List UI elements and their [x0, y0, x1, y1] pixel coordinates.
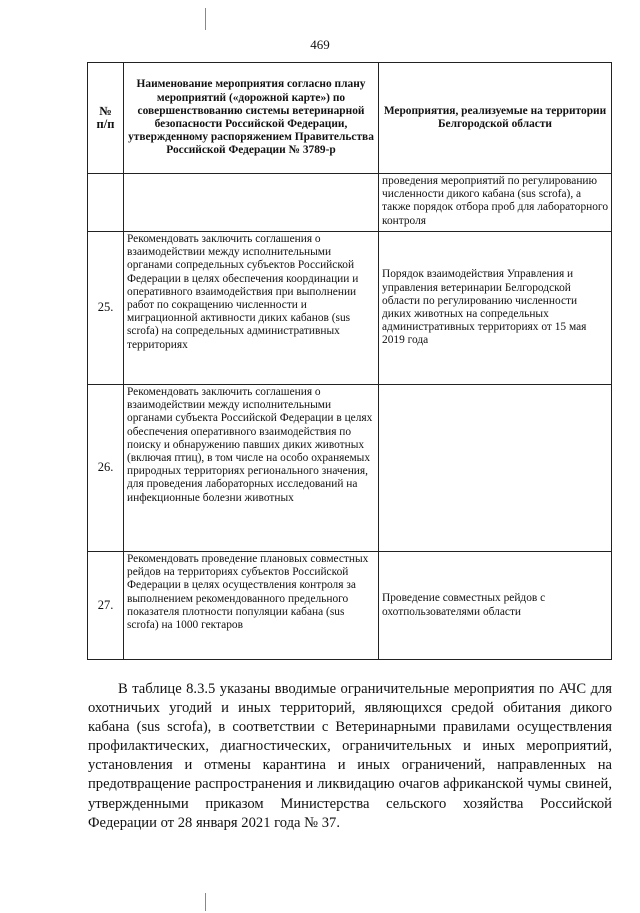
row-region: Порядок взаимодействия Управления и управления ветеринарии Белгородской области по регулированию численности диких животных на сопредельных административных территориях от 15 мая 2019 года — [379, 232, 612, 385]
row-measure: Рекомендовать проведение плановых совместных рейдов на территориях субъектов Российской Федерации в целях осуществления контроля за выполнением рекомендованного предельного показателя плотности популяции кабана (sus scrofa) на 1000 гектаров — [124, 552, 379, 660]
binding-tick-top — [205, 8, 206, 30]
page-number: 469 — [310, 37, 330, 52]
row-measure — [124, 174, 379, 232]
row-number: 26. — [88, 385, 124, 552]
row-region: проведения мероприятий по регулированию численности дикого кабана (sus scrofa), а также порядок отбора проб для лабораторного контроля — [379, 174, 612, 232]
table-header-row — [88, 63, 612, 174]
table-row — [88, 232, 612, 385]
table-row — [88, 552, 612, 660]
body-paragraph: В таблице 8.3.5 указаны вводимые ограничительные мероприятия по АЧС для охотничьих угодий и иных территорий, являющихся средой обитания дикого кабана (sus scrofa), в соответствии с Ветеринарными правилами осуществления профилактических, диагностических, ограничительных и иных мероприятий, установления и отмены карантина и иных ограничений, направленных на предотвращение распространения и ликвидацию очагов африканской чумы свиней, утвержденными приказом Министерства сельского хозяйства Российской Федерации от 28 января 2021 года № 37. — [88, 681, 612, 831]
row-number — [88, 174, 124, 232]
row-measure: Рекомендовать заключить соглашения о взаимодействии между исполнительными органами сопредельных субъектов Российской Федерации в целях обеспечения координации и оперативного взаимодействия при выполнении работ по сокращению численности и миграционной активности диких кабанов (sus scrofa) на сопредельных административных территориях — [124, 232, 379, 385]
row-number: 25. — [88, 232, 124, 385]
row-measure: Рекомендовать заключить соглашения о взаимодействии между исполнительными органами субъекта Российской Федерации в целях обеспечения оперативного взаимодействия по поиску и обнаружению павших диких животных (включая птиц), в том числе на особо охраняемых природных территориях регионального значения, для проведения лабораторных исследований на инфекционные болезни животных — [124, 385, 379, 552]
row-number: 27. — [88, 552, 124, 660]
header-num: № п/п — [88, 63, 124, 174]
header-region: Мероприятия, реализуемые на территории Белгородской области — [379, 63, 612, 174]
row-region: Проведение совместных рейдов с охотпользователями области — [379, 552, 612, 660]
row-region — [379, 385, 612, 552]
table-row — [88, 385, 612, 552]
table-row — [88, 174, 612, 232]
binding-tick-bottom — [205, 893, 206, 911]
measures-table — [87, 62, 612, 660]
header-measure: Наименование мероприятия согласно плану мероприятий («дорожной карте») по совершенствованию системы ветеринарной безопасности Российской Федерации, утвержденному распоряжением Правительства Российской Федерации № 3789-р — [124, 63, 379, 174]
